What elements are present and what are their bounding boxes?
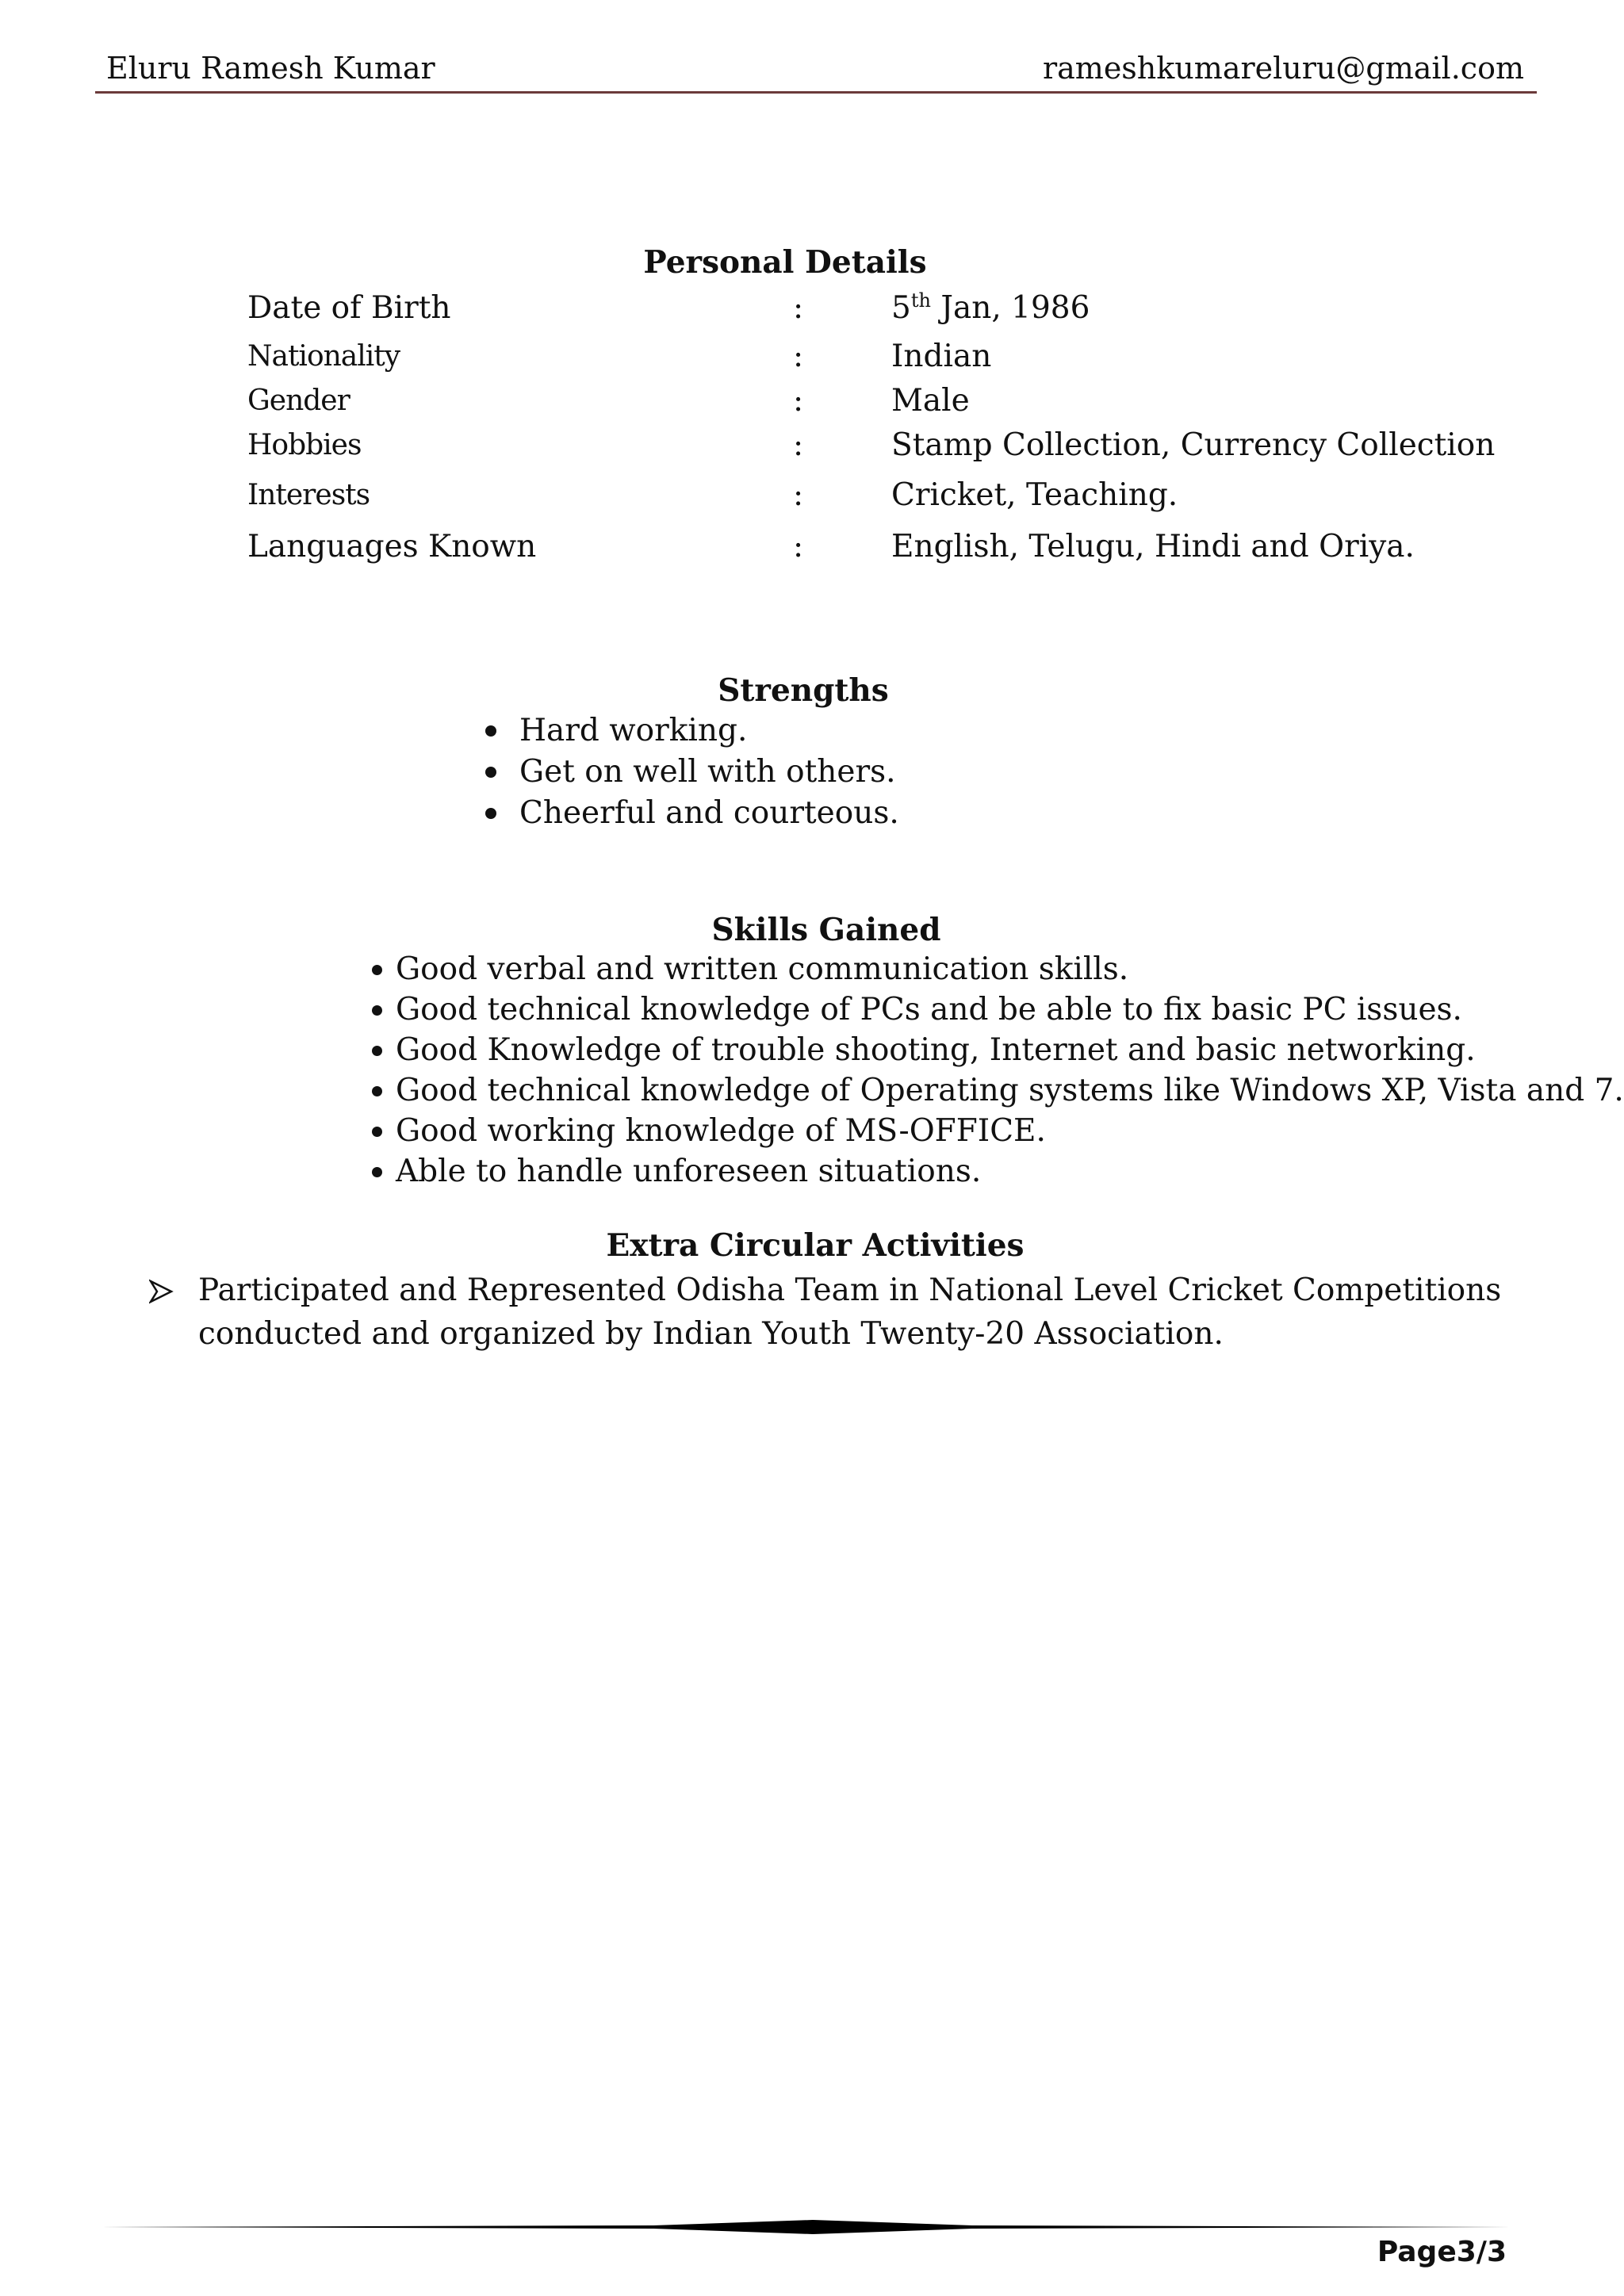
dob-month-year: Jan, 1986 <box>930 290 1090 326</box>
detail-label: Gender <box>247 385 350 417</box>
arrow-bullet-icon <box>149 1279 174 1304</box>
skill-item: Good Knowledge of trouble shooting, Internet and basic networking. <box>372 1030 1624 1070</box>
detail-row-gender <box>247 381 1437 421</box>
strength-item: Get on well with others. <box>485 752 899 793</box>
header-name: Eluru Ramesh Kumar <box>106 51 435 86</box>
footer-divider <box>98 2218 1527 2236</box>
detail-row-languages-known <box>247 527 1437 567</box>
skill-item: Able to handle unforeseen situations. <box>372 1151 1624 1192</box>
detail-colon: : <box>793 383 804 419</box>
detail-label: Languages Known <box>247 529 537 564</box>
activity-item: Participated and Represented Odisha Team in National Level Cricket Competitions conducted and organized by Indian Youth Twenty-20 Association. <box>198 1272 1502 1352</box>
detail-value: Cricket, Teaching. <box>891 477 1178 513</box>
dob-day: 5 <box>891 290 911 326</box>
detail-row-hobbies <box>247 426 1496 465</box>
detail-value: Male <box>891 383 970 419</box>
detail-row-date-of-birth <box>247 289 1437 328</box>
strength-item: Cheerful and courteous. <box>485 793 899 834</box>
skill-item: Good technical knowledge of Operating systems like Windows XP, Vista and 7. <box>372 1070 1624 1111</box>
detail-label: Interests <box>247 479 370 511</box>
skills-gained-heading: Skills Gained <box>711 912 941 948</box>
skill-item: Good working knowledge of MS-OFFICE. <box>372 1111 1624 1151</box>
strength-item: Hard working. <box>485 710 899 752</box>
detail-value: Indian <box>891 339 992 374</box>
detail-colon: : <box>793 529 804 564</box>
skill-item: Good technical knowledge of PCs and be able to fix basic PC issues. <box>372 989 1624 1030</box>
skills-list <box>372 949 1624 1192</box>
strengths-list <box>485 710 899 834</box>
detail-value <box>891 289 1090 328</box>
detail-colon: : <box>793 290 804 326</box>
detail-colon: : <box>793 339 804 374</box>
detail-value: Stamp Collection, Currency Collection <box>891 427 1496 463</box>
header-divider <box>95 91 1537 94</box>
detail-value: English, Telugu, Hindi and Oriya. <box>891 529 1415 564</box>
extra-circular-activities-heading: Extra Circular Activities <box>606 1227 1025 1264</box>
detail-label: Nationality <box>247 340 400 373</box>
detail-row-interests <box>247 476 1437 515</box>
skill-item: Good verbal and written communication skills. <box>372 949 1624 989</box>
page-number: Page3/3 <box>1377 2236 1507 2268</box>
detail-row-nationality <box>247 337 1437 377</box>
detail-colon: : <box>793 427 804 463</box>
dob-ordinal-suffix: th <box>910 289 931 312</box>
personal-details-heading: Personal Details <box>643 244 927 281</box>
strengths-heading: Strengths <box>718 672 889 709</box>
detail-label: Date of Birth <box>247 290 451 326</box>
detail-colon: : <box>793 477 804 513</box>
header-email: rameshkumareluru@gmail.com <box>1042 51 1524 86</box>
detail-label: Hobbies <box>247 429 362 461</box>
